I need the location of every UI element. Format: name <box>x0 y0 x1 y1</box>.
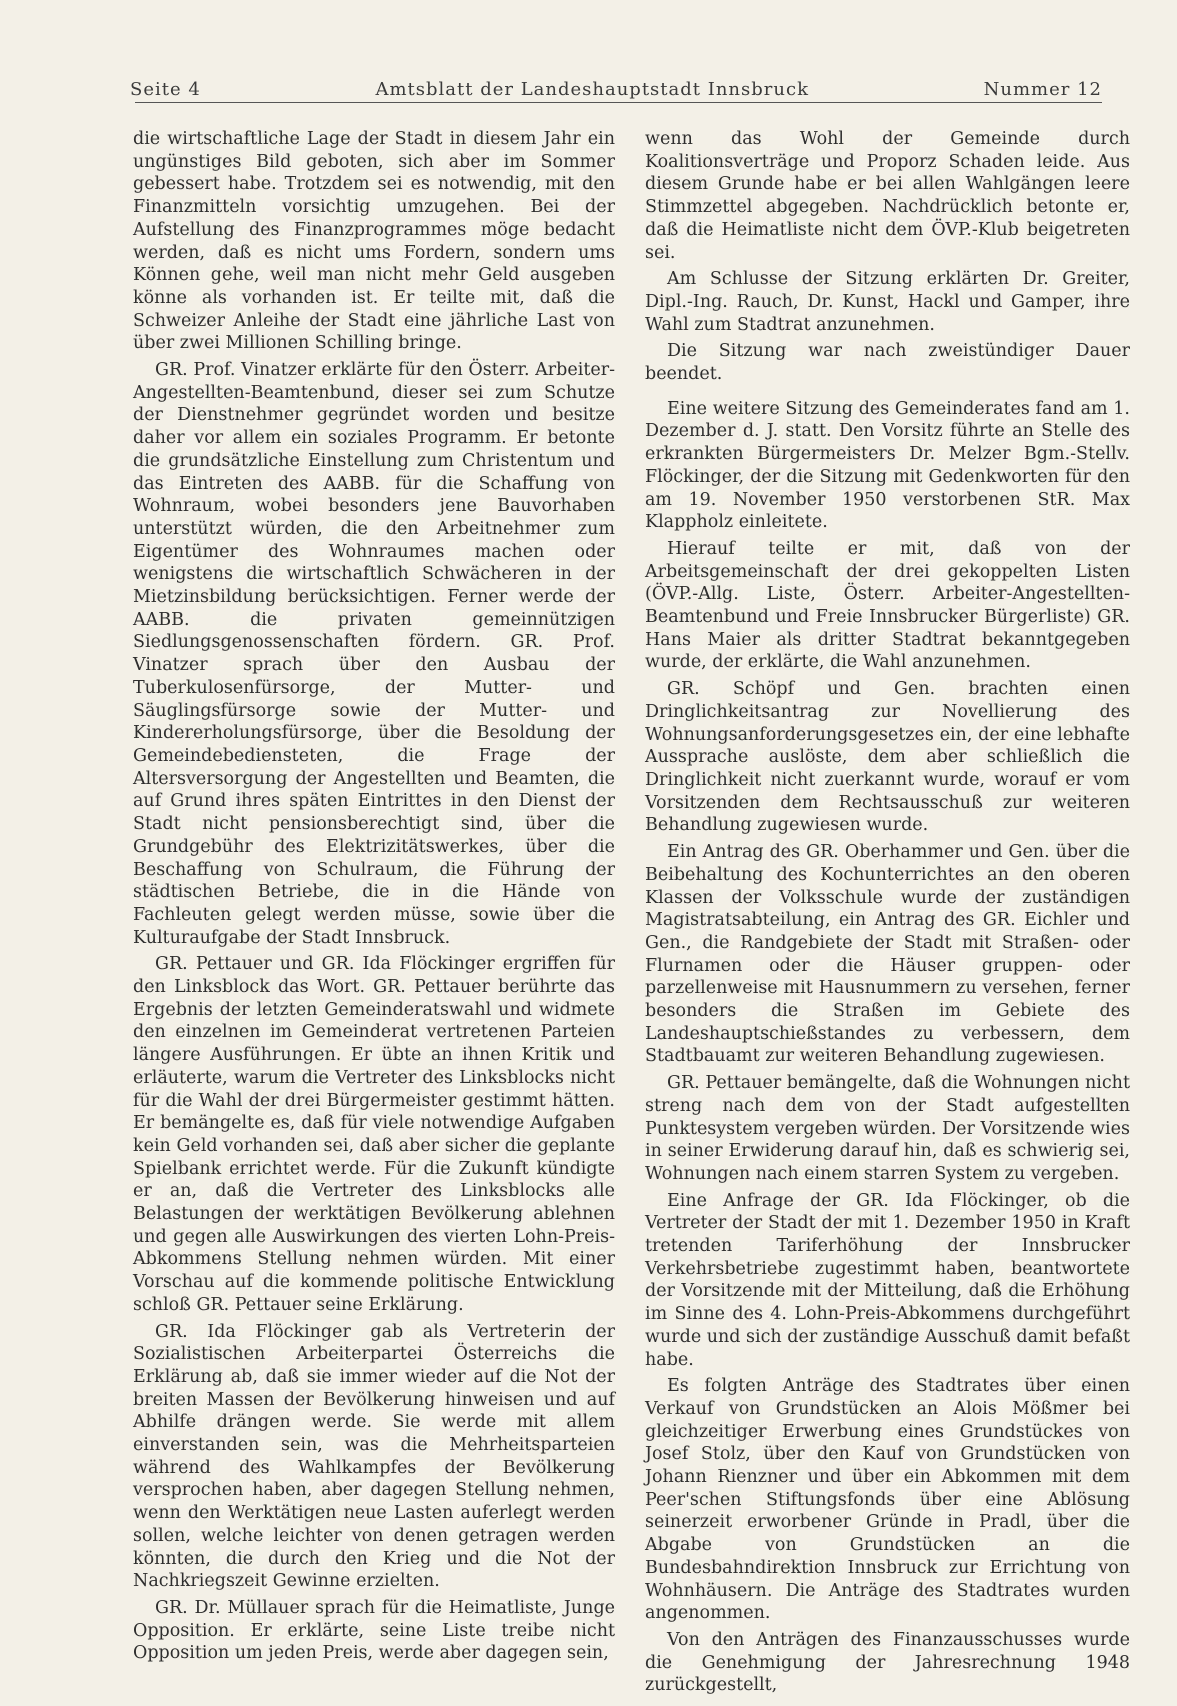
paragraph: Hierauf teilte er mit, daß von der Arbeitsgemeinschaft der drei gekoppelten Listen (ÖVP.-Allg. Liste, Österr. Arbeiter-Angestellten-Beamtenbund und Freie Innsbrucker Bürgerliste) GR. Hans Maier als dritter Stadtrat bekanntgegeben wurde, der erklärte, die Wahl anzunehmen. <box>645 538 1130 673</box>
paragraph: Ein Antrag des GR. Oberhammer und Gen. über die Beibehaltung des Kochunterrichtes an den oberen Klassen der Volksschule wurde der zuständigen Magistratsabteilung, ein Antrag des GR. Eichler und Gen., die Randgebiete der Stadt mit Straßen- oder Flurnamen oder die Häuser gruppen- oder parzellenweise mit Hausnummern zu versehen, ferner besonders die Straßen im Gebiete des Landeshauptschießstandes zu verbessern, dem Stadtbauamt zur weiteren Behandlung zugewiesen. <box>645 842 1130 1067</box>
header-rule <box>135 102 1102 103</box>
paragraph: Es folgten Anträge des Stadtrates über einen Verkauf von Grundstücken an Alois Mößmer bei gleichzeitiger Erwerbung eines Grundstückes von Josef Stolz, über den Kauf von Grundstücken von Johann Rienzner und über ein Abkommen mit dem Peer'schen Stiftungsfonds über eine Ablösung seinerzeit erworbener Gründe in Pradl, über die Abgabe von Grundstücken an die Bundesbahndirektion Innsbruck zur Errichtung von Wohnhäusern. Die Anträge des Stadtrates wurden angenommen. <box>645 1376 1130 1624</box>
paragraph: GR. Pettauer und GR. Ida Flöckinger ergriffen für den Linksblock das Wort. GR. Pettauer berührte das Ergebnis der letzten Gemeinderatswahl und widmete den einzelnen im Gemeinderat vertretenen Parteien längere Ausführungen. Er übte an ihnen Kritik und erläuterte, warum die Vertreter des Linksblocks nicht für die Wahl der drei Bürgermeister gestimmt hätten. Er bemängelte es, daß für viele notwendige Aufgaben kein Geld vorhanden sei, daß aber sicher die geplante Spielbank errichtet werde. Für die Zukunft kündigte er an, daß die Vertreter des Linksblocks alle Belastungen der werktätigen Bevölkerung ablehnen und gegen alle Auswirkungen des vierten Lohn-Preis-Abkommens Stellung nehmen würden. Mit einer Vorschau auf die kommende politische Entwicklung schloß GR. Pettauer seine Erklärung. <box>133 954 615 1315</box>
right-column <box>645 128 1130 1696</box>
paragraph: Eine weitere Sitzung des Gemeinderates fand am 1. Dezember d. J. statt. Den Vorsitz führte an Stelle des erkrankten Bürgermeisters Dr. Melzer Bgm.-Stellv. Flöckinger, der die Sitzung mit Gedenkworten für den am 19. November 1950 verstorbenen StR. Max Klappholz einleitete. <box>645 398 1130 533</box>
paragraph: Am Schlusse der Sitzung erklärten Dr. Greiter, Dipl.-Ing. Rauch, Dr. Kunst, Hackl und Gamper, ihre Wahl zum Stadtrat anzunehmen. <box>645 269 1130 335</box>
paragraph: Eine Anfrage der GR. Ida Flöckinger, ob die Vertreter der Stadt der mit 1. Dezember 1950 in Kraft tretenden Tariferhöhung der Innsbrucker Verkehrsbetriebe zugestimmt haben, beantwortete der Vorsitzende mit der Mitteilung, daß die Erhöhung im Sinne des 4. Lohn-Preis-Abkommens durchgeführt wurde und sich der zuständige Ausschuß damit befaßt habe. <box>645 1190 1130 1370</box>
paragraph: GR. Dr. Müllauer sprach für die Heimatliste, Junge Opposition. Er erklärte, seine Liste treibe nicht Opposition um jeden Preis, werde aber dagegen sein, <box>133 1598 615 1664</box>
paragraph: GR. Pettauer bemängelte, daß die Wohnungen nicht streng nach dem von der Stadt aufgestellten Punktesystem vergeben würden. Der Vorsitzende wies in seiner Erwiderung darauf hin, daß es schwierig sei, Wohnungen nach einem starren System zu vergeben. <box>645 1073 1130 1184</box>
paragraph: GR. Ida Flöckinger gab als Vertreterin der Sozialistischen Arbeiterpartei Österreichs die Erklärung ab, daß sie immer wieder auf die Not der breiten Massen der Bevölkerung hinweisen und auf Abhilfe drängen werde. Sie werde mit allem einverstanden sein, was die Mehrheitsparteien während des Wahlkampfes der Bevölkerung versprochen haben, aber dagegen Stellung nehmen, wenn den Werktätigen neue Lasten auferlegt werden sollen, welche leichter von denen getragen werden könnten, die durch den Krieg und die Not der Nachkriegszeit Gewinne erzielten. <box>133 1321 615 1592</box>
paragraph: GR. Schöpf und Gen. brachten einen Dringlichkeitsantrag zur Novellierung des Wohnungsanforderungsgesetzes ein, der eine lebhafte Aussprache auslöste, dem aber schließlich die Dringlichkeit nicht zuerkannt wurde, worauf er vom Vorsitzenden dem Rechtsausschuß zur weiteren Behandlung zugewiesen wurde. <box>645 679 1130 836</box>
page-header <box>130 75 1102 103</box>
left-column <box>133 128 615 1664</box>
paragraph: die wirtschaftliche Lage der Stadt in diesem Jahr ein ungünstiges Bild geboten, sich aber im Sommer gebessert habe. Trotzdem sei es notwendig, mit den Finanzmitteln vorsichtig umzugehen. Bei der Aufstellung des Finanzprogrammes möge bedacht werden, daß es nicht ums Fordern, sondern ums Können gehe, weil man nicht mehr Geld ausgeben könne als vorhanden ist. Er teilte mit, daß die Schweizer Anleihe der Stadt eine jährliche Last von über zwei Millionen Schilling bringe. <box>133 129 615 354</box>
paragraph: Die Sitzung war nach zweistündiger Dauer beendet. <box>645 341 1130 385</box>
page-number: Seite 4 <box>130 78 201 100</box>
issue-number: Nummer 12 <box>983 78 1102 100</box>
paragraph: wenn das Wohl der Gemeinde durch Koalitionsverträge und Proporz Schaden leide. Aus diesem Grunde habe er bei allen Wahlgängen leere Stimmzettel abgegeben. Nachdrücklich betonte er, daß die Heimatliste nicht dem ÖVP.-Klub beigetreten sei. <box>645 129 1130 263</box>
publication-title: Amtsblatt der Landeshauptstadt Innsbruck <box>375 78 809 100</box>
paragraph: GR. Prof. Vinatzer erklärte für den Österr. Arbeiter-Angestellten-Beamtenbund, dieser sei zum Schutze der Dienstnehmer gegründet worden und besitze daher vor allem ein soziales Programm. Er betonte die grundsätzliche Einstellung zum Christentum und das Eintreten des AABB. für die Schaffung von Wohnraum, wobei besonders jene Bauvorhaben unterstützt würden, die den Arbeitnehmer zum Eigentümer des Wohnraumes machen oder wenigstens die wirtschaftlich Schwächeren in der Mietzinsbildung berücksichtigen. Ferner werde der AABB. die privaten gemeinnützigen Siedlungsgenossenschaften fördern. GR. Prof. Vinatzer sprach über den Ausbau der Tuberkulosenfürsorge, der Mutter- und Säuglingsfürsorge sowie der Mutter- und Kindererholungsfürsorge, über die Besoldung der Gemeindebediensteten, die Frage der Altersversorgung der Angestellten und Beamten, die auf Grund ihres späten Eintrittes in den Dienst der Stadt nicht pensionsberechtigt sind, über die Grundgebühr des Elektrizitätswerkes, über die Beschaffung von Schulraum, die Führung der städtischen Betriebe, die in die Hände von Fachleuten gelegt werden müsse, sowie über die Kulturaufgabe der Stadt Innsbruck. <box>133 360 615 948</box>
paragraph: Von den Anträgen des Finanzausschusses wurde die Genehmigung der Jahresrechnung 1948 zurückgestellt, <box>645 1630 1130 1696</box>
